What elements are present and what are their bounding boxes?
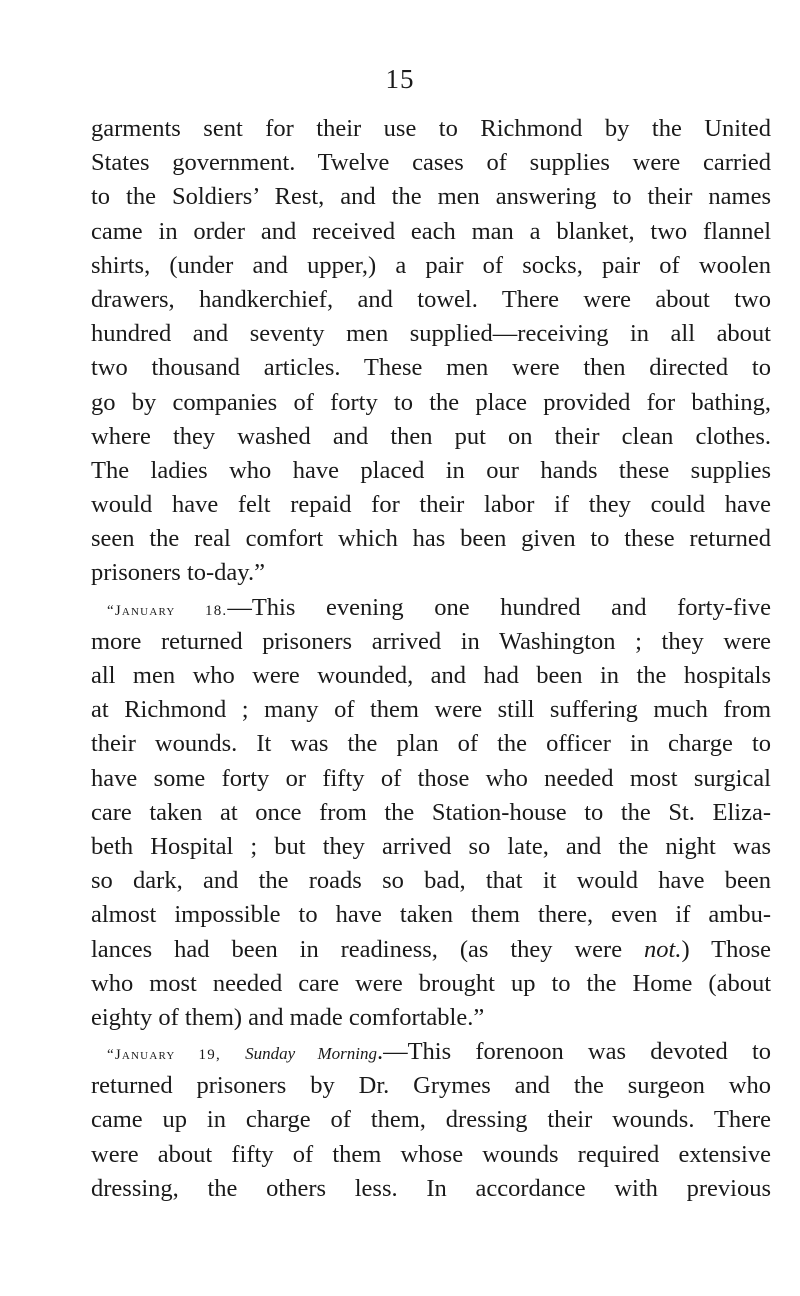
- text-line: at Richmond ; many of them were still suffering much from: [91, 696, 771, 724]
- entry-date: “January 19,: [107, 1047, 221, 1064]
- entry-text: —This evening one hundred and forty-five: [227, 593, 771, 621]
- line-text: lances had been in readiness, (as they were: [91, 935, 645, 963]
- entry-date: “January 18.: [107, 602, 228, 619]
- text-line: garments sent for their use to Richmond by the United: [91, 115, 771, 142]
- text-line: would have felt repaid for their labor if they could have: [91, 491, 771, 519]
- diary-entry-first-line: [91, 591, 771, 625]
- text-line: eighty of them) and made comfortable.”: [91, 1003, 485, 1031]
- text-line: dressing, the others less. In accordance with previous: [91, 1174, 771, 1202]
- text-line: prisoners to-day.”: [91, 559, 265, 587]
- text-line: almost impossible to have taken them there, even if ambu-: [91, 901, 771, 929]
- text-line: drawers, handkerchief, and towel. There were about two: [91, 285, 771, 313]
- text-line: hundred and seventy men supplied—receiving in all about: [91, 320, 771, 348]
- diary-entry-first-line: [91, 1035, 771, 1069]
- text-line: their wounds. It was the plan of the officer in charge to: [91, 730, 771, 758]
- text-line: States government. Twelve cases of supplies were carried: [91, 149, 771, 177]
- text-line: returned prisoners by Dr. Grymes and the surgeon who: [91, 1072, 771, 1100]
- text-line: shirts, (under and upper,) a pair of socks, pair of woolen: [91, 251, 771, 279]
- text-line: The ladies who have placed in our hands these supplies: [91, 456, 771, 484]
- text-line: where they washed and then put on their clean clothes.: [91, 422, 771, 450]
- text-line: beth Hospital ; but they arrived so late, and the night was: [91, 832, 771, 860]
- italic-word: not.: [644, 935, 682, 963]
- page-number: 15: [385, 64, 415, 94]
- text-line: more returned prisoners arrived in Washington ; they were: [91, 627, 771, 655]
- text-line: so dark, and the roads so bad, that it would have been: [91, 867, 771, 895]
- body-text: [91, 112, 771, 1206]
- text-line: care taken at once from the Station-house to the St. Eliza-: [91, 798, 771, 826]
- entry-day: Sunday Morning: [245, 1044, 377, 1064]
- text-line: seen the real comfort which has been given to these returned: [91, 525, 771, 553]
- text-line: came in order and received each man a blanket, two flannel: [91, 217, 771, 245]
- text-line: who most needed care were brought up to the Home (about: [91, 969, 771, 997]
- text-line: all men who were wounded, and had been in the hospitals: [91, 662, 771, 689]
- line-text: ) Those: [681, 935, 771, 963]
- text-line: were about fifty of them whose wounds required extensive: [91, 1140, 771, 1168]
- text-line: go by companies of forty to the place provided for bathing,: [91, 388, 771, 416]
- text-line: to the Soldiers’ Rest, and the men answering to their names: [91, 183, 771, 211]
- text-line: two thousand articles. These men were then directed to: [91, 354, 771, 382]
- text-line: have some forty or fifty of those who needed most surgical: [91, 764, 771, 792]
- text-line-with-italic: [91, 933, 771, 967]
- text-line: came up in charge of them, dressing their wounds. There: [91, 1106, 771, 1134]
- entry-text: .—This forenoon was devoted to: [376, 1038, 772, 1066]
